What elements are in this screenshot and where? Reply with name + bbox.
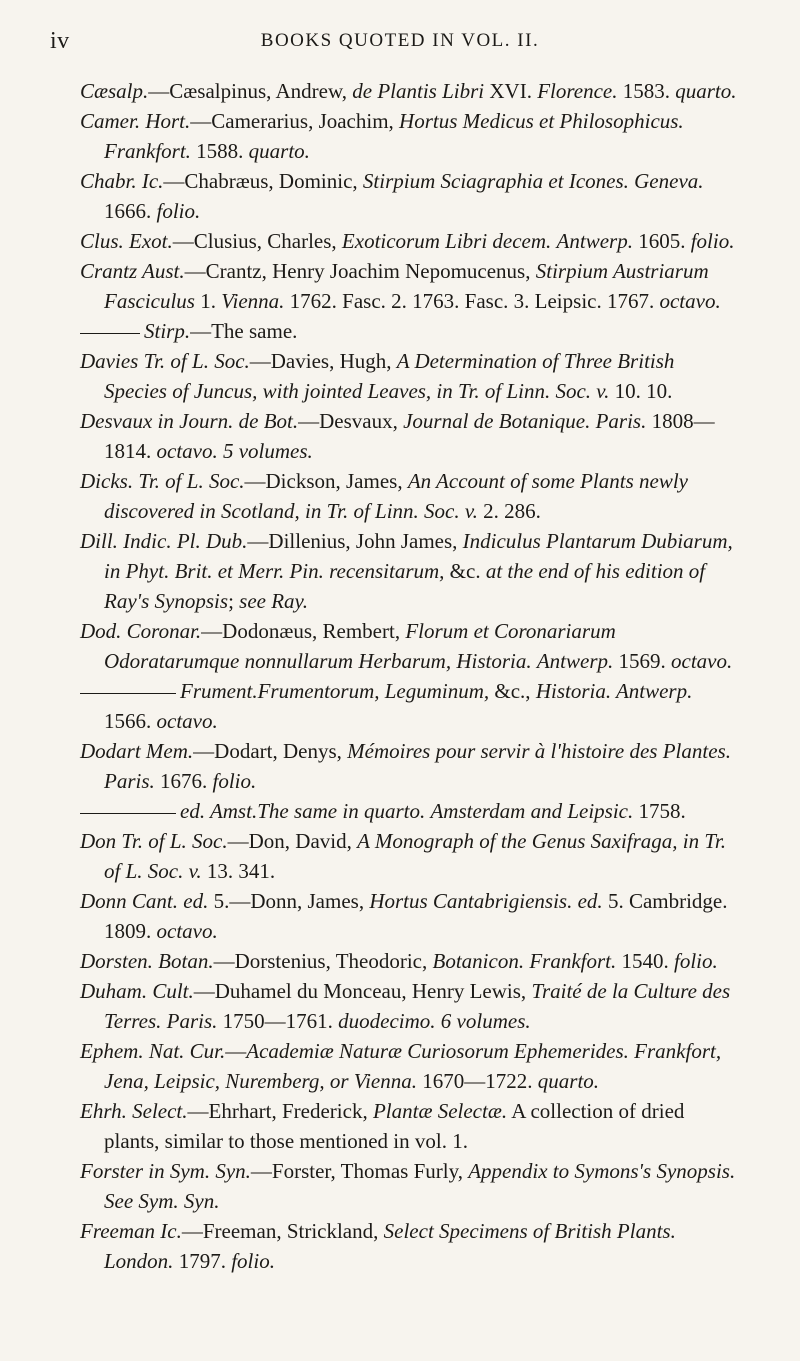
entry-place: Paris. [104, 769, 155, 793]
entry-date: ; [228, 589, 240, 613]
entry-title: Select Specimens of British Plants. [383, 1219, 676, 1243]
entry-author: Don, David, [248, 829, 358, 853]
entry-abbreviation: Frument. [180, 679, 258, 703]
bibliography-entry [80, 406, 742, 466]
entry-title: Indiculus Plantarum Dubiarum, in Phyt. Brit. et Merr. Pin. recensitarum, [104, 529, 733, 583]
entry-author: Donn, James, [250, 889, 370, 913]
entry-author: Dickson, James, [265, 469, 408, 493]
entry-place: Frankfort. [529, 949, 617, 973]
bibliography-entry [80, 796, 742, 826]
entry-date: 1583. [617, 79, 676, 103]
bibliography-entry [80, 166, 742, 226]
entry-separator: — [213, 949, 235, 973]
bibliography-entry [80, 466, 742, 526]
entry-abbreviation: Duham. Cult. [80, 979, 194, 1003]
entry-abbreviation: Dicks. Tr. of L. Soc. [80, 469, 245, 493]
entry-separator: — [190, 109, 212, 133]
entry-author: Clusius, Charles, [193, 229, 342, 253]
entry-date: 1750—1761. [217, 1009, 339, 1033]
entry-abbreviation: Dorsten. Botan. [80, 949, 214, 973]
entry-title: Hortus Medicus et Philosophicus. [399, 109, 684, 133]
entry-place: Florence. [537, 79, 618, 103]
entry-author: Cæsalpinus, Andrew, [169, 79, 353, 103]
entry-place: Paris. [166, 1009, 218, 1033]
entry-title: Florum et Coronariarum Odoratarumque nonnullarum Herbarum, Historia. [104, 619, 616, 673]
entry-separator: — [244, 469, 266, 493]
entry-detail: 10. 10. [609, 379, 673, 403]
entry-abbreviation: Donn Cant. ed. [80, 889, 209, 913]
entry-author: Crantz, Henry Joachim Nepomucenus, [205, 259, 536, 283]
entry-title: Appendix to Symons's Synopsis. [468, 1159, 736, 1183]
entry-place: Frankfort. [104, 139, 191, 163]
entry-date: 1666. [104, 199, 157, 223]
entry-place: Antwerp. [556, 229, 633, 253]
entry-separator: — [190, 319, 212, 343]
entry-author: Forster, Thomas Furly, [271, 1159, 469, 1183]
entry-author: Camerarius, Joachim, [211, 109, 400, 133]
entry-author: Duhamel du Monceau, Henry Lewis, [214, 979, 532, 1003]
entry-author: Dodonæus, Rembert, [222, 619, 406, 643]
entry-abbreviation: Camer. Hort. [80, 109, 191, 133]
entry-author: Dodart, Denys, [214, 739, 348, 763]
entry-separator: — [184, 259, 206, 283]
entry-title: Botanicon. [432, 949, 525, 973]
entry-separator: — [187, 1099, 209, 1123]
entry-place: Paris. [595, 409, 647, 433]
entry-format: duodecimo. 6 volumes. [338, 1009, 531, 1033]
entry-abbreviation: Ephem. Nat. Cur. [80, 1039, 226, 1063]
entry-title: An Account of some Plants newly discovered in Scotland, in Tr. of Linn. Soc. v. [104, 469, 688, 523]
entry-date: Cambridge. 1809. [104, 889, 728, 943]
entry-detail: XVI. [484, 79, 538, 103]
entry-format: see Ray. [239, 589, 308, 613]
entry-title: Stirpium Austriarum Fasciculus [104, 259, 709, 313]
entry-author: Dillenius, John James, [268, 529, 463, 553]
entry-detail: 2. 286. [477, 499, 541, 523]
entry-format: folio. [690, 229, 735, 253]
entry-title: de Plantis Libri [352, 79, 485, 103]
entry-author: Dorstenius, Theodoric, [234, 949, 433, 973]
entry-separator: — [193, 739, 215, 763]
bibliography-entry [80, 1036, 742, 1096]
page-title: BOOKS QUOTED IN VOL. II. [260, 30, 540, 51]
bibliography-entry [80, 946, 742, 976]
entry-format: octavo. [156, 709, 218, 733]
entry-author: Davies, Hugh, [270, 349, 397, 373]
entry-date: 1808—1814. [104, 409, 715, 463]
entry-author: Chabræus, Dominic, [184, 169, 363, 193]
entry-separator: — [250, 1159, 272, 1183]
entry-separator: — [249, 349, 271, 373]
entry-place: Antwerp. [536, 649, 614, 673]
bibliography-entry [80, 976, 742, 1036]
entry-separator: — [193, 979, 215, 1003]
bibliography-entry [80, 256, 742, 316]
entry-abbreviation: Davies Tr. of L. Soc. [80, 349, 250, 373]
entry-format: octavo. [671, 649, 733, 673]
bibliography-list [80, 76, 742, 1276]
bibliography-entry [80, 736, 742, 796]
entry-separator: 5.— [208, 889, 251, 913]
entry-date: 1566. [104, 709, 157, 733]
entry-place: Historia. Antwerp. [535, 679, 693, 703]
entry-author: Ehrhart, Frederick, [208, 1099, 373, 1123]
bibliography-entry [80, 346, 742, 406]
entry-place: Geneva. [634, 169, 704, 193]
entry-format: octavo. [156, 919, 218, 943]
entry-separator: — [181, 1219, 203, 1243]
entry-separator: — [172, 229, 194, 253]
entry-place: Frankfort, Jena, Leipsic, Nuremberg, or Vienna. [104, 1039, 722, 1093]
bibliography-entry [80, 886, 742, 946]
entry-date: 1670—1722. [417, 1069, 538, 1093]
bibliography-entry [80, 106, 742, 166]
entry-title: Frumentorum, Leguminum, [257, 679, 490, 703]
entry-format: folio. [674, 949, 718, 973]
entry-title: A Monograph of the Genus Saxifraga, in Tr. of L. Soc. v. [104, 829, 726, 883]
entry-title: Mémoires pour servir à l'histoire des Plantes. [347, 739, 731, 763]
entry-place: London. [104, 1249, 174, 1273]
entry-abbreviation: Cæsalp. [80, 79, 149, 103]
bibliography-entry [80, 1096, 742, 1156]
entry-format: quarto. [675, 79, 737, 103]
bibliography-entry [80, 316, 742, 346]
entry-date: 1569. [613, 649, 672, 673]
entry-title: Stirpium Sciagraphia et Icones. [362, 169, 629, 193]
bibliography-entry [80, 226, 742, 256]
entry-separator: — [163, 169, 185, 193]
entry-separator: — [298, 409, 320, 433]
entry-author: Desvaux, [319, 409, 404, 433]
entry-separator: — [227, 829, 249, 853]
entry-abbreviation: Clus. Exot. [80, 229, 173, 253]
entry-author: The same. [211, 319, 298, 343]
bibliography-entry [80, 826, 742, 886]
entry-date: 1758. [633, 799, 686, 823]
ditto-dash [80, 693, 176, 694]
entry-format: quarto. [248, 139, 310, 163]
entry-abbreviation: Freeman Ic. [80, 1219, 182, 1243]
page-number: iv [50, 28, 70, 54]
entry-title: Plantæ Selectæ. [372, 1099, 508, 1123]
entry-abbreviation: Dod. Coronar. [80, 619, 202, 643]
entry-format: octavo. 5 volumes. [156, 439, 313, 463]
entry-title: Journal de Botanique. [403, 409, 591, 433]
entry-detail: A collection of dried plants, similar to those mentioned in vol. 1. [104, 1099, 685, 1153]
entry-title: Exoticorum Libri decem. [341, 229, 552, 253]
entry-date: 1540. [616, 949, 674, 973]
entry-title: Traité de la Culture des Terres. [104, 979, 731, 1033]
entry-date: 1605. [632, 229, 691, 253]
entry-date: 1762. Fasc. 2. 1763. Fasc. 3. Leipsic. 1767. [284, 289, 660, 313]
entry-date: 1797. [173, 1249, 232, 1273]
entry-abbreviation: Stirp. [144, 319, 191, 343]
bibliography-entry [80, 676, 742, 736]
entry-title: A Determination of Three British Species of Juncus, with jointed Leaves, in Tr. of Linn. Soc. v. [104, 349, 675, 403]
entry-place: Vienna. [221, 289, 285, 313]
entry-detail: 5. [602, 889, 629, 913]
ditto-dash [80, 333, 140, 334]
entry-date: 1588. [190, 139, 249, 163]
entry-place: Amsterdam and Leipsic. [430, 799, 634, 823]
running-head [50, 18, 750, 58]
entry-separator: — [148, 79, 170, 103]
entry-detail: &c., [489, 679, 536, 703]
entry-detail: &c. [444, 559, 486, 583]
entry-abbreviation: ed. Amst. [180, 799, 258, 823]
entry-abbreviation: Ehrh. Select. [80, 1099, 188, 1123]
entry-format: octavo. [659, 289, 721, 313]
bibliography-entry [80, 1156, 742, 1216]
entry-format: folio. [212, 769, 257, 793]
entry-author: Freeman, Strickland, [202, 1219, 384, 1243]
bibliography-entry [80, 616, 742, 676]
entry-abbreviation: Chabr. Ic. [80, 169, 164, 193]
entry-abbreviation: Don Tr. of L. Soc. [80, 829, 228, 853]
entry-title: Hortus Cantabrigiensis. ed. [369, 889, 603, 913]
entry-detail: 13. 341. [201, 859, 276, 883]
entry-place: See Sym. Syn. [104, 1189, 220, 1213]
entry-place: at the end of his edition of Ray's Synopsis [104, 559, 706, 613]
entry-separator: — [225, 1039, 247, 1063]
entry-abbreviation: Forster in Sym. Syn. [80, 1159, 251, 1183]
entry-abbreviation: Dill. Indic. Pl. Dub. [80, 529, 248, 553]
entry-title: Academiæ Naturæ Curiosorum Ephemerides. [246, 1039, 629, 1063]
bibliography-entry [80, 76, 742, 106]
entry-format: quarto. [537, 1069, 600, 1093]
entry-detail: 1. [194, 289, 222, 313]
bibliography-entry [80, 1216, 742, 1276]
entry-abbreviation: Desvaux in Journ. de Bot. [80, 409, 299, 433]
entry-format: folio. [156, 199, 201, 223]
entry-format: folio. [231, 1249, 275, 1273]
ditto-dash [80, 813, 176, 814]
entry-separator: — [247, 529, 269, 553]
entry-title: The same in quarto. [257, 799, 426, 823]
entry-date: 1676. [154, 769, 213, 793]
entry-abbreviation: Dodart Mem. [80, 739, 194, 763]
entry-separator: — [201, 619, 223, 643]
entry-abbreviation: Crantz Aust. [80, 259, 185, 283]
bibliography-entry [80, 526, 742, 616]
